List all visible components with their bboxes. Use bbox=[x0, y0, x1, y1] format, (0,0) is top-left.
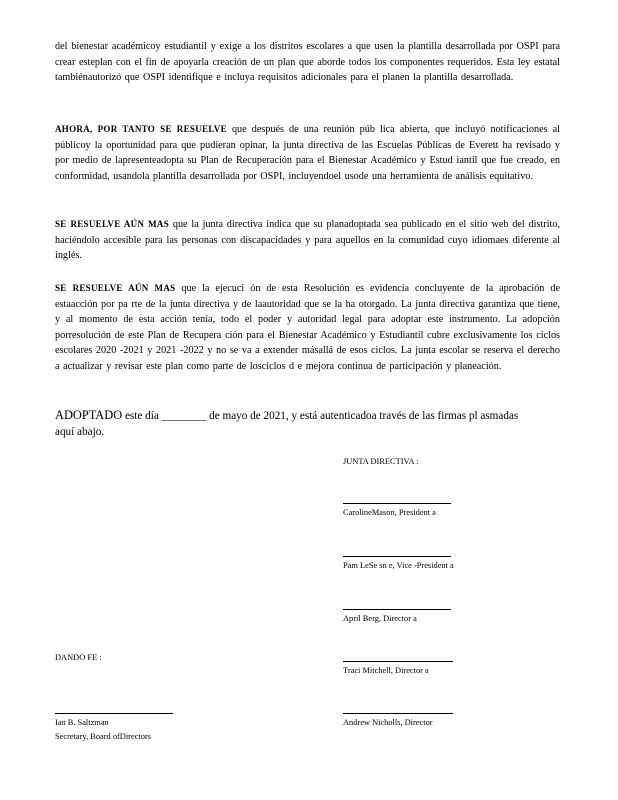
signature-line-secretary bbox=[55, 713, 173, 714]
attest-heading: DANDO FE : bbox=[55, 653, 102, 662]
signature-name-director-berg: April Berg, Director a bbox=[343, 614, 417, 623]
signature-name-director-nicholls: Andrew Nicholls, Director bbox=[343, 718, 433, 727]
paragraph-further-resolved-2 bbox=[55, 281, 560, 375]
paragraph-resolution bbox=[55, 122, 560, 184]
signature-title-secretary: Secretary, Board ofDirectors bbox=[55, 732, 151, 741]
signature-line-director-berg bbox=[343, 609, 451, 610]
resolution-text: que después de una reunión púb lica abierta, que incluyó notificaciones al públicoy la oportunidad para que pudieran opinar, la junta directiva de las Escuelas Públicas de Everett ha revisado y por medio de lapresenteadopta su Plan de Recuperación para el Bienestar Académico y Estud iantil que fue creado, en conformidad, usandola plantilla desarrollada por OSPI, incluyendoel usode una herramienta de análisis equitativo. bbox=[55, 124, 560, 182]
signature-name-president: CarolineMason, President a bbox=[343, 508, 436, 517]
signature-line-vice-president bbox=[343, 556, 451, 557]
paragraph-intro: del bienestar académicoy estudiantil y exige a los distritos escolares a que usen la plantilla desarrollada por OSPI para crear esteplan con el fin de apoyarla creación de un plan que aborde todos los componentes requeridos. Esta ley estatal tambiénautorizó que OSPI identifique e incluya requisitos adicionales para el planen la plantilla desarrollada. bbox=[55, 41, 560, 84]
adopted-lead: ADOPTADO bbox=[55, 408, 123, 422]
signature-name-director-mitchell: Traci Mitchell, Director a bbox=[343, 666, 429, 675]
resolution-lead: AHORA, POR TANTO SE RESUELVE bbox=[55, 124, 227, 134]
further-resolved-lead-1: SE RESUELVE AÚN MAS bbox=[55, 219, 170, 229]
signature-line-director-nicholls bbox=[343, 713, 453, 714]
signature-line-director-mitchell bbox=[343, 661, 453, 662]
further-resolved-lead-2: SE RESUELVE AÚN MAS bbox=[55, 283, 176, 293]
board-heading: JUNTA DIRECTIVA : bbox=[343, 457, 419, 466]
signature-line-president bbox=[343, 503, 451, 504]
further-resolved-text-2: que la ejecuci ón de esta Resolución es evidencia concluyente de la aprobación de estaacción por pa rte de la junta directiva y de laautoridad que se la ha otorgado. La junta directiva garantiza que tiene, y al momento de esta acción tenía, todo el poder y autoridad legal para adoptar este instrumento. La adopción porresolución de este Plan de Recupera ción para el Bienestar Académico y Estudiantil cubre exclusivamente los ciclos escolares 2020 -2021 y 2021 -2022 y no se va a extender másallá de esos ciclos. La junta escolar se reserva el derecho a actualizar y revisar este plan como parte de losciclos d e mejora continua de participación y planeación. bbox=[55, 283, 560, 372]
adopted-text-2: aquí abajo. bbox=[55, 426, 105, 438]
signature-name-vice-president: Pam LeSe sn e, Vice -President a bbox=[343, 561, 454, 570]
paragraph-further-resolved-1 bbox=[55, 217, 560, 264]
adopted-statement bbox=[55, 407, 560, 440]
adopted-text-1: este día ________ de mayo de 2021, y está autenticadoa través de las firmas pl asmadas bbox=[122, 410, 519, 422]
signature-name-secretary: Ian B. Saltzman bbox=[55, 718, 109, 727]
further-resolved-text-1: que la junta directiva indica que su planadoptada sea publicado en el sitio web del distrito, haciéndolo accesible para las personas con discapacidades y para aquellos en la comunidad cuyo idiomaes diferente al inglés. bbox=[55, 219, 560, 262]
